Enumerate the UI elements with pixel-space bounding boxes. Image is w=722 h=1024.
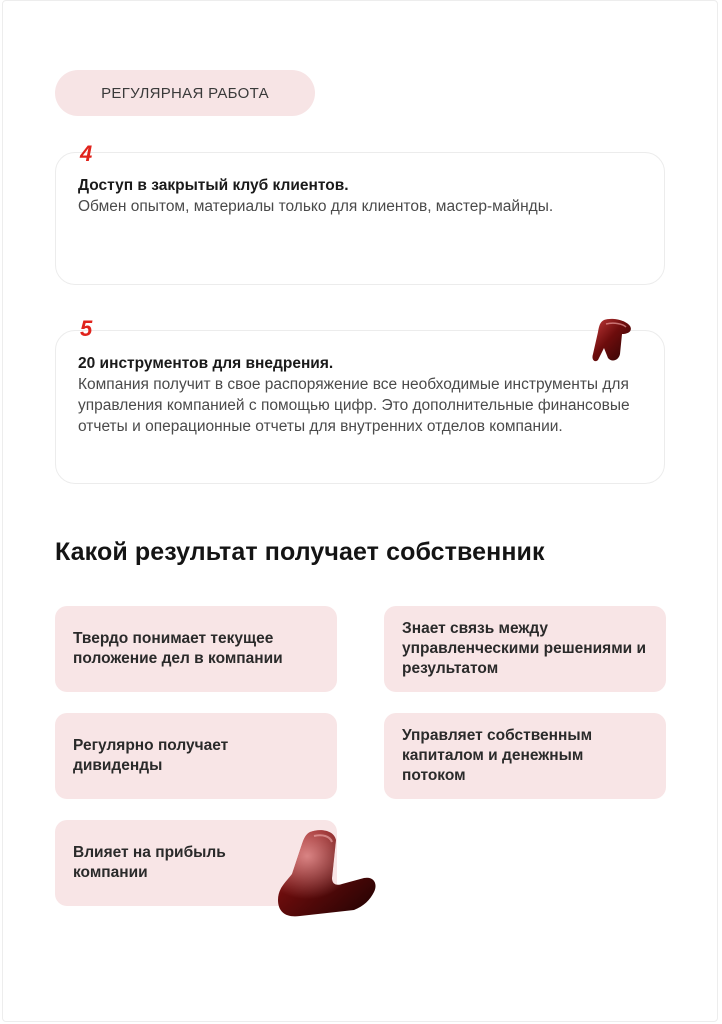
step-number-5: 5 <box>80 316 93 341</box>
result-text: Управляет собственным капиталом и денежным потоком <box>402 727 593 784</box>
step-number-4: 4 <box>80 141 93 166</box>
result-card <box>384 713 666 799</box>
step-title: Доступ в закрытый клуб клиентов. <box>78 177 349 194</box>
result-text: Влияет на прибыль компании <box>73 844 226 881</box>
dark-red-3d-l-shape-icon <box>270 826 380 922</box>
step-text: Компания получит в свое распоряжение все необходимые инструменты для управления компанией с помощью цифр. Это дополнительные финансовые отчеты и операционные отчеты для внутренних отделов компании. <box>78 376 630 435</box>
step-text: Обмен опытом, материалы только для клиентов, мастер-майнды. <box>78 198 554 215</box>
result-card <box>55 606 337 692</box>
dark-red-3d-shape-icon <box>590 318 634 364</box>
section-tag: РЕГУЛЯРНАЯ РАБОТА <box>55 70 315 116</box>
result-text: Регулярно получает дивиденды <box>73 737 229 774</box>
result-card <box>384 606 666 692</box>
step-title: 20 инструментов для внедрения. <box>78 355 334 372</box>
step-card-5 <box>55 330 665 484</box>
result-text: Твердо понимает текущее положение дел в компании <box>73 630 283 667</box>
result-card <box>55 713 337 799</box>
step-card-4 <box>55 152 665 285</box>
result-text: Знает связь между управленческими решениями и результатом <box>402 620 647 677</box>
results-heading: Какой результат получает собственник <box>55 538 545 566</box>
